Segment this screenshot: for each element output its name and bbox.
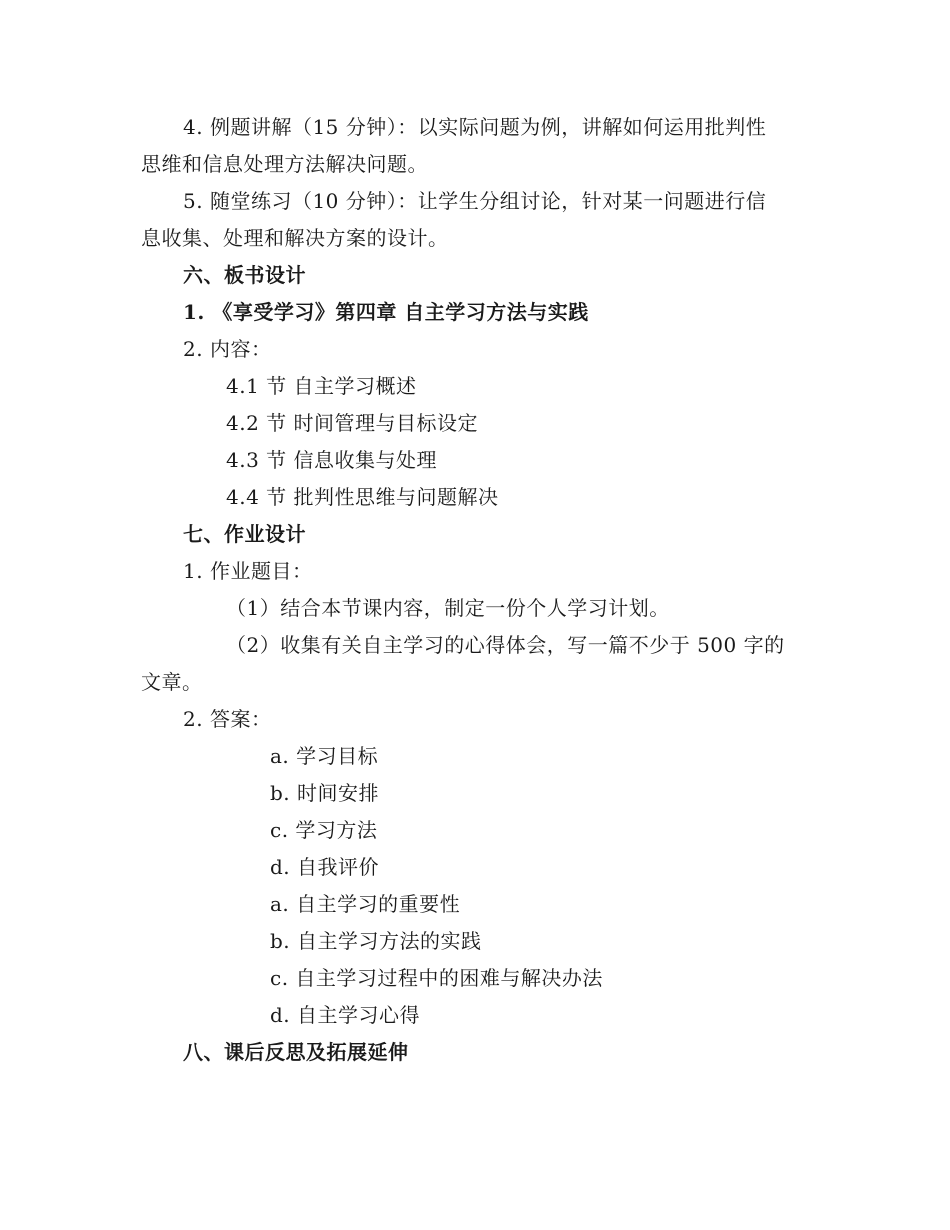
- list-item: （1）结合本节课内容，制定一份个人学习计划。: [226, 596, 670, 620]
- list-item: 4.4 节 批判性思维与问题解决: [226, 485, 499, 509]
- section-heading-homework: 七、作业设计: [183, 522, 306, 546]
- list-item: 1. 作业题目：: [183, 559, 313, 583]
- list-item: （2）收集有关自主学习的心得体会，写一篇不少于 500 字的: [226, 633, 785, 657]
- section-heading-reflection: 八、课后反思及拓展延伸: [183, 1040, 409, 1064]
- paragraph-line: 文章。: [141, 670, 203, 694]
- list-item: c. 自主学习过程中的困难与解决办法: [270, 966, 603, 990]
- list-item: b. 时间安排: [270, 781, 380, 805]
- list-item: a. 学习目标: [270, 744, 379, 768]
- list-item: 4.3 节 信息收集与处理: [226, 448, 438, 472]
- list-item: 2. 答案：: [183, 707, 272, 731]
- paragraph-line: 5. 随堂练习（10 分钟）：让学生分组讨论，针对某一问题进行信: [183, 189, 767, 213]
- board-title: 1. 《享受学习》第四章 自主学习方法与实践: [183, 300, 589, 324]
- paragraph-line: 息收集、处理和解决方案的设计。: [141, 226, 449, 250]
- list-item: a. 自主学习的重要性: [270, 892, 461, 916]
- paragraph-line: 4. 例题讲解（15 分钟）：以实际问题为例，讲解如何运用批判性: [183, 115, 767, 139]
- list-item: c. 学习方法: [270, 818, 378, 842]
- list-item: 4.2 节 时间管理与目标设定: [226, 411, 479, 435]
- list-item: d. 自主学习心得: [270, 1003, 421, 1027]
- list-item: b. 自主学习方法的实践: [270, 929, 482, 953]
- list-item: 4.1 节 自主学习概述: [226, 374, 417, 398]
- section-heading-board-design: 六、板书设计: [183, 263, 306, 287]
- list-item: 2. 内容：: [183, 337, 272, 361]
- paragraph-line: 思维和信息处理方法解决问题。: [141, 152, 428, 176]
- list-item: d. 自我评价: [270, 855, 380, 879]
